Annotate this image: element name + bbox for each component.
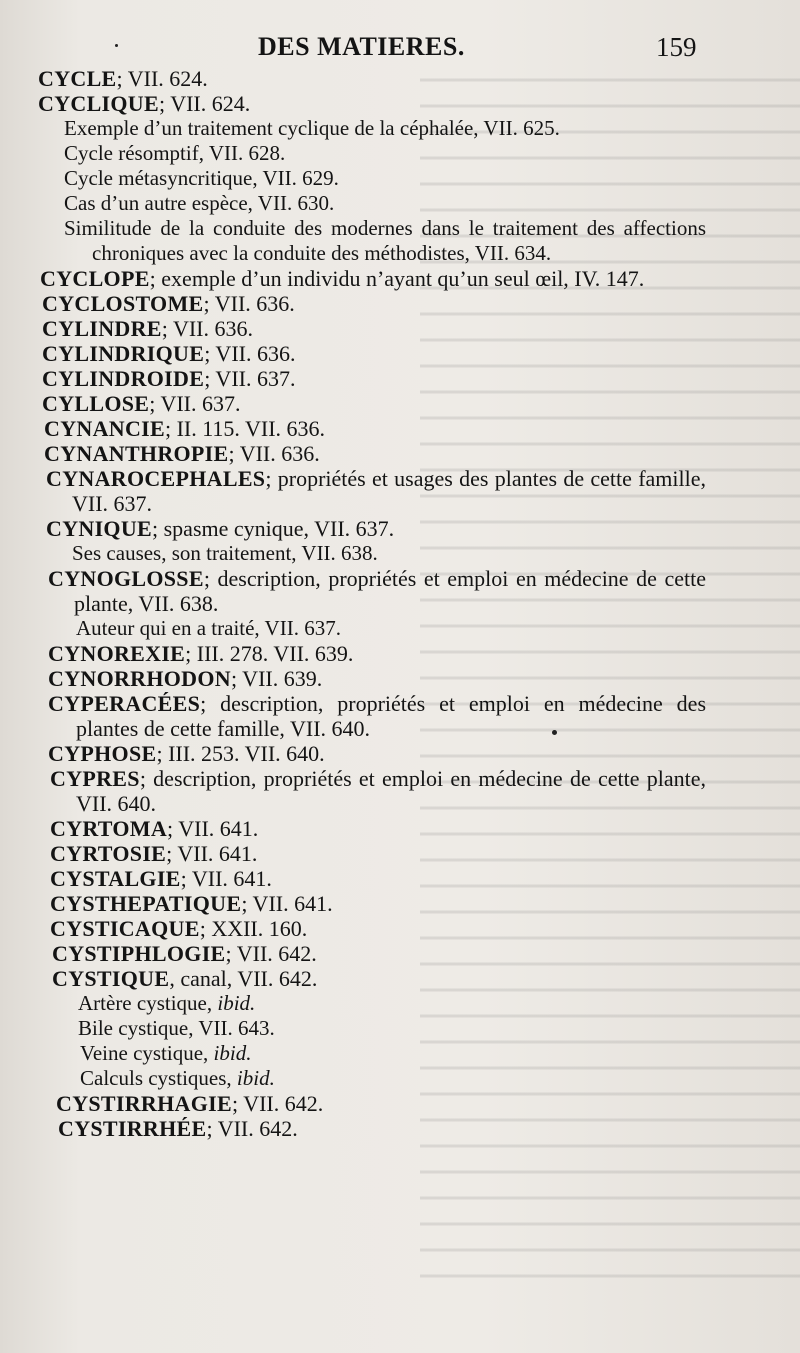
entry-reference: ; III. 278. VII. 639. [185,641,354,666]
index-subentry [0,1066,706,1091]
index-entry [0,466,706,516]
index-subentry [0,1041,706,1066]
index-subentry [0,216,706,266]
entry-headword: CYSTHEPATIQUE [50,891,242,916]
entry-reference: ; II. 115. VII. 636. [164,416,326,441]
entry-headword: CYCLE [38,66,117,91]
entry-headword: CYLINDROIDE [42,366,205,391]
index-entry [0,1116,706,1141]
index-entry [0,291,706,316]
entry-headword: CYNIQUE [46,516,152,541]
entry-headword: CYSTIPHLOGIE [52,941,226,966]
entry-reference: ; description, propriétés et emploi en médecine des plantes de cette famille, VII. 640. [76,691,706,741]
entry-headword: CYSTALGIE [50,866,181,891]
entry-reference: Cas d’un autre espèce, VII. 630. [64,191,335,215]
entry-headword: CYNOGLOSSE [48,566,204,591]
entry-reference: ; VII. 636. [203,291,295,316]
entry-headword: CYNOREXIE [48,641,186,666]
index-entry [0,966,706,991]
entry-reference: ; VII. 641. [180,866,272,891]
entry-headword: CYLINDRIQUE [42,341,205,366]
index-entry [0,266,706,291]
index-entry [0,1091,706,1116]
index-entry [0,691,706,741]
index-entry [0,841,706,866]
entry-headword: CYCLOSTOME [42,291,204,316]
entry-headword: CYSTIRRHÉE [58,1116,207,1141]
entry-ibid: ibid. [213,1041,252,1065]
index-entry [0,316,706,341]
entry-reference: Veine cystique, [80,1041,214,1065]
entry-reference: ; VII. 641. [167,816,259,841]
index-subentry [0,141,706,166]
entry-headword: CYRTOSIE [50,841,167,866]
entry-reference: ; VII. 637. [204,366,296,391]
entry-headword: CYLLOSE [42,391,150,416]
index-entry [0,391,706,416]
index-entry [0,866,706,891]
index-entries [0,66,800,1141]
index-entry [0,816,706,841]
entry-reference: Cycle résomptif, VII. 628. [64,141,286,165]
index-entry [0,916,706,941]
ink-speck [115,44,118,47]
entry-reference: ; VII. 639. [230,666,323,691]
index-entry [0,341,706,366]
entry-reference: ; exemple d’un individu n’ayant qu’un seul œil, IV. 147. [149,266,645,291]
entry-ibid: ibid. [217,991,256,1015]
index-entry [0,641,706,666]
entry-reference: ; VII. 642. [225,941,317,966]
page-number: 159 [656,32,697,62]
entry-headword: CYLINDRE [42,316,162,341]
index-subentry [0,991,706,1016]
entry-reference: ; VII. 642. [231,1091,324,1116]
index-subentry [0,191,706,216]
entry-headword: CYNAROCEPHALES [46,466,266,491]
index-entry [0,666,706,691]
entry-headword: CYPHOSE [48,741,157,766]
entry-reference: Exemple d’un traitement cyclique de la céphalée, VII. 625. [64,116,560,140]
entry-reference: ; VII. 624. [116,66,208,91]
entry-reference: ; description, propriétés et emploi en médecine de cette plante, VII. 638. [74,566,706,616]
entry-headword: CYSTICAQUE [50,916,200,941]
index-entry [0,416,706,441]
entry-reference: Cycle métasyncritique, VII. 629. [64,166,339,190]
entry-headword: CYNORRHODON [48,666,231,691]
entry-reference: Ses causes, son traitement, VII. 638. [72,541,378,565]
entry-reference: ; VII. 624. [158,91,251,116]
entry-headword: CYSTIQUE [52,966,170,991]
index-entry [0,516,706,541]
index-entry [0,566,706,616]
entry-reference: Similitude de la conduite des modernes dans le traitement des affections chroniques avec la conduite des méthodistes, VII. 634. [64,216,706,265]
entry-reference: ; description, propriétés et emploi en médecine de cette plante, VII. 640. [76,766,706,816]
index-subentry [0,616,706,641]
index-entry [0,441,706,466]
entry-reference: ; VII. 636. [228,441,320,466]
running-title: DES MATIERES. [258,32,465,61]
index-entry [0,766,706,816]
entry-reference: ; VII. 641. [166,841,258,866]
entry-headword: CYCLIQUE [38,91,159,116]
entry-reference: ; XXII. 160. [199,916,308,941]
entry-reference: ; propriétés et usages des plantes de cette famille, VII. 637. [72,466,706,516]
entry-reference: ; III. 253. VII. 640. [156,741,325,766]
entry-reference: ; VII. 636. [161,316,254,341]
entry-headword: CYRTOMA [50,816,168,841]
entry-reference: Bile cystique, VII. 643. [78,1016,275,1040]
entry-headword: CYNANTHROPIE [44,441,229,466]
entry-reference: Calculs cystiques, [80,1066,237,1090]
entry-reference: Artère cystique, [78,991,218,1015]
index-entry [0,66,706,91]
index-subentry [0,166,706,191]
index-subentry [0,541,706,566]
entry-reference: Auteur qui en a traité, VII. 637. [76,616,341,640]
entry-headword: CYPRES [50,766,140,791]
entry-ibid: ibid. [236,1066,275,1090]
entry-headword: CYNANCIE [44,416,165,441]
index-entry [0,366,706,391]
index-entry [0,941,706,966]
entry-reference: ; VII. 641. [241,891,333,916]
entry-reference: , canal, VII. 642. [169,966,318,991]
entry-reference: ; VII. 636. [204,341,296,366]
entry-reference: ; VII. 642. [206,1116,298,1141]
entry-reference: ; VII. 637. [149,391,241,416]
page-header [0,30,800,70]
index-subentry [0,116,706,141]
entry-headword: CYPERACÉES [48,691,201,716]
entry-headword: CYCLOPE [40,266,150,291]
entry-reference: ; spasme cynique, VII. 637. [152,516,395,541]
index-entry [0,91,706,116]
index-entry [0,891,706,916]
entry-headword: CYSTIRRHAGIE [56,1091,232,1116]
index-subentry [0,1016,706,1041]
index-entry [0,741,706,766]
